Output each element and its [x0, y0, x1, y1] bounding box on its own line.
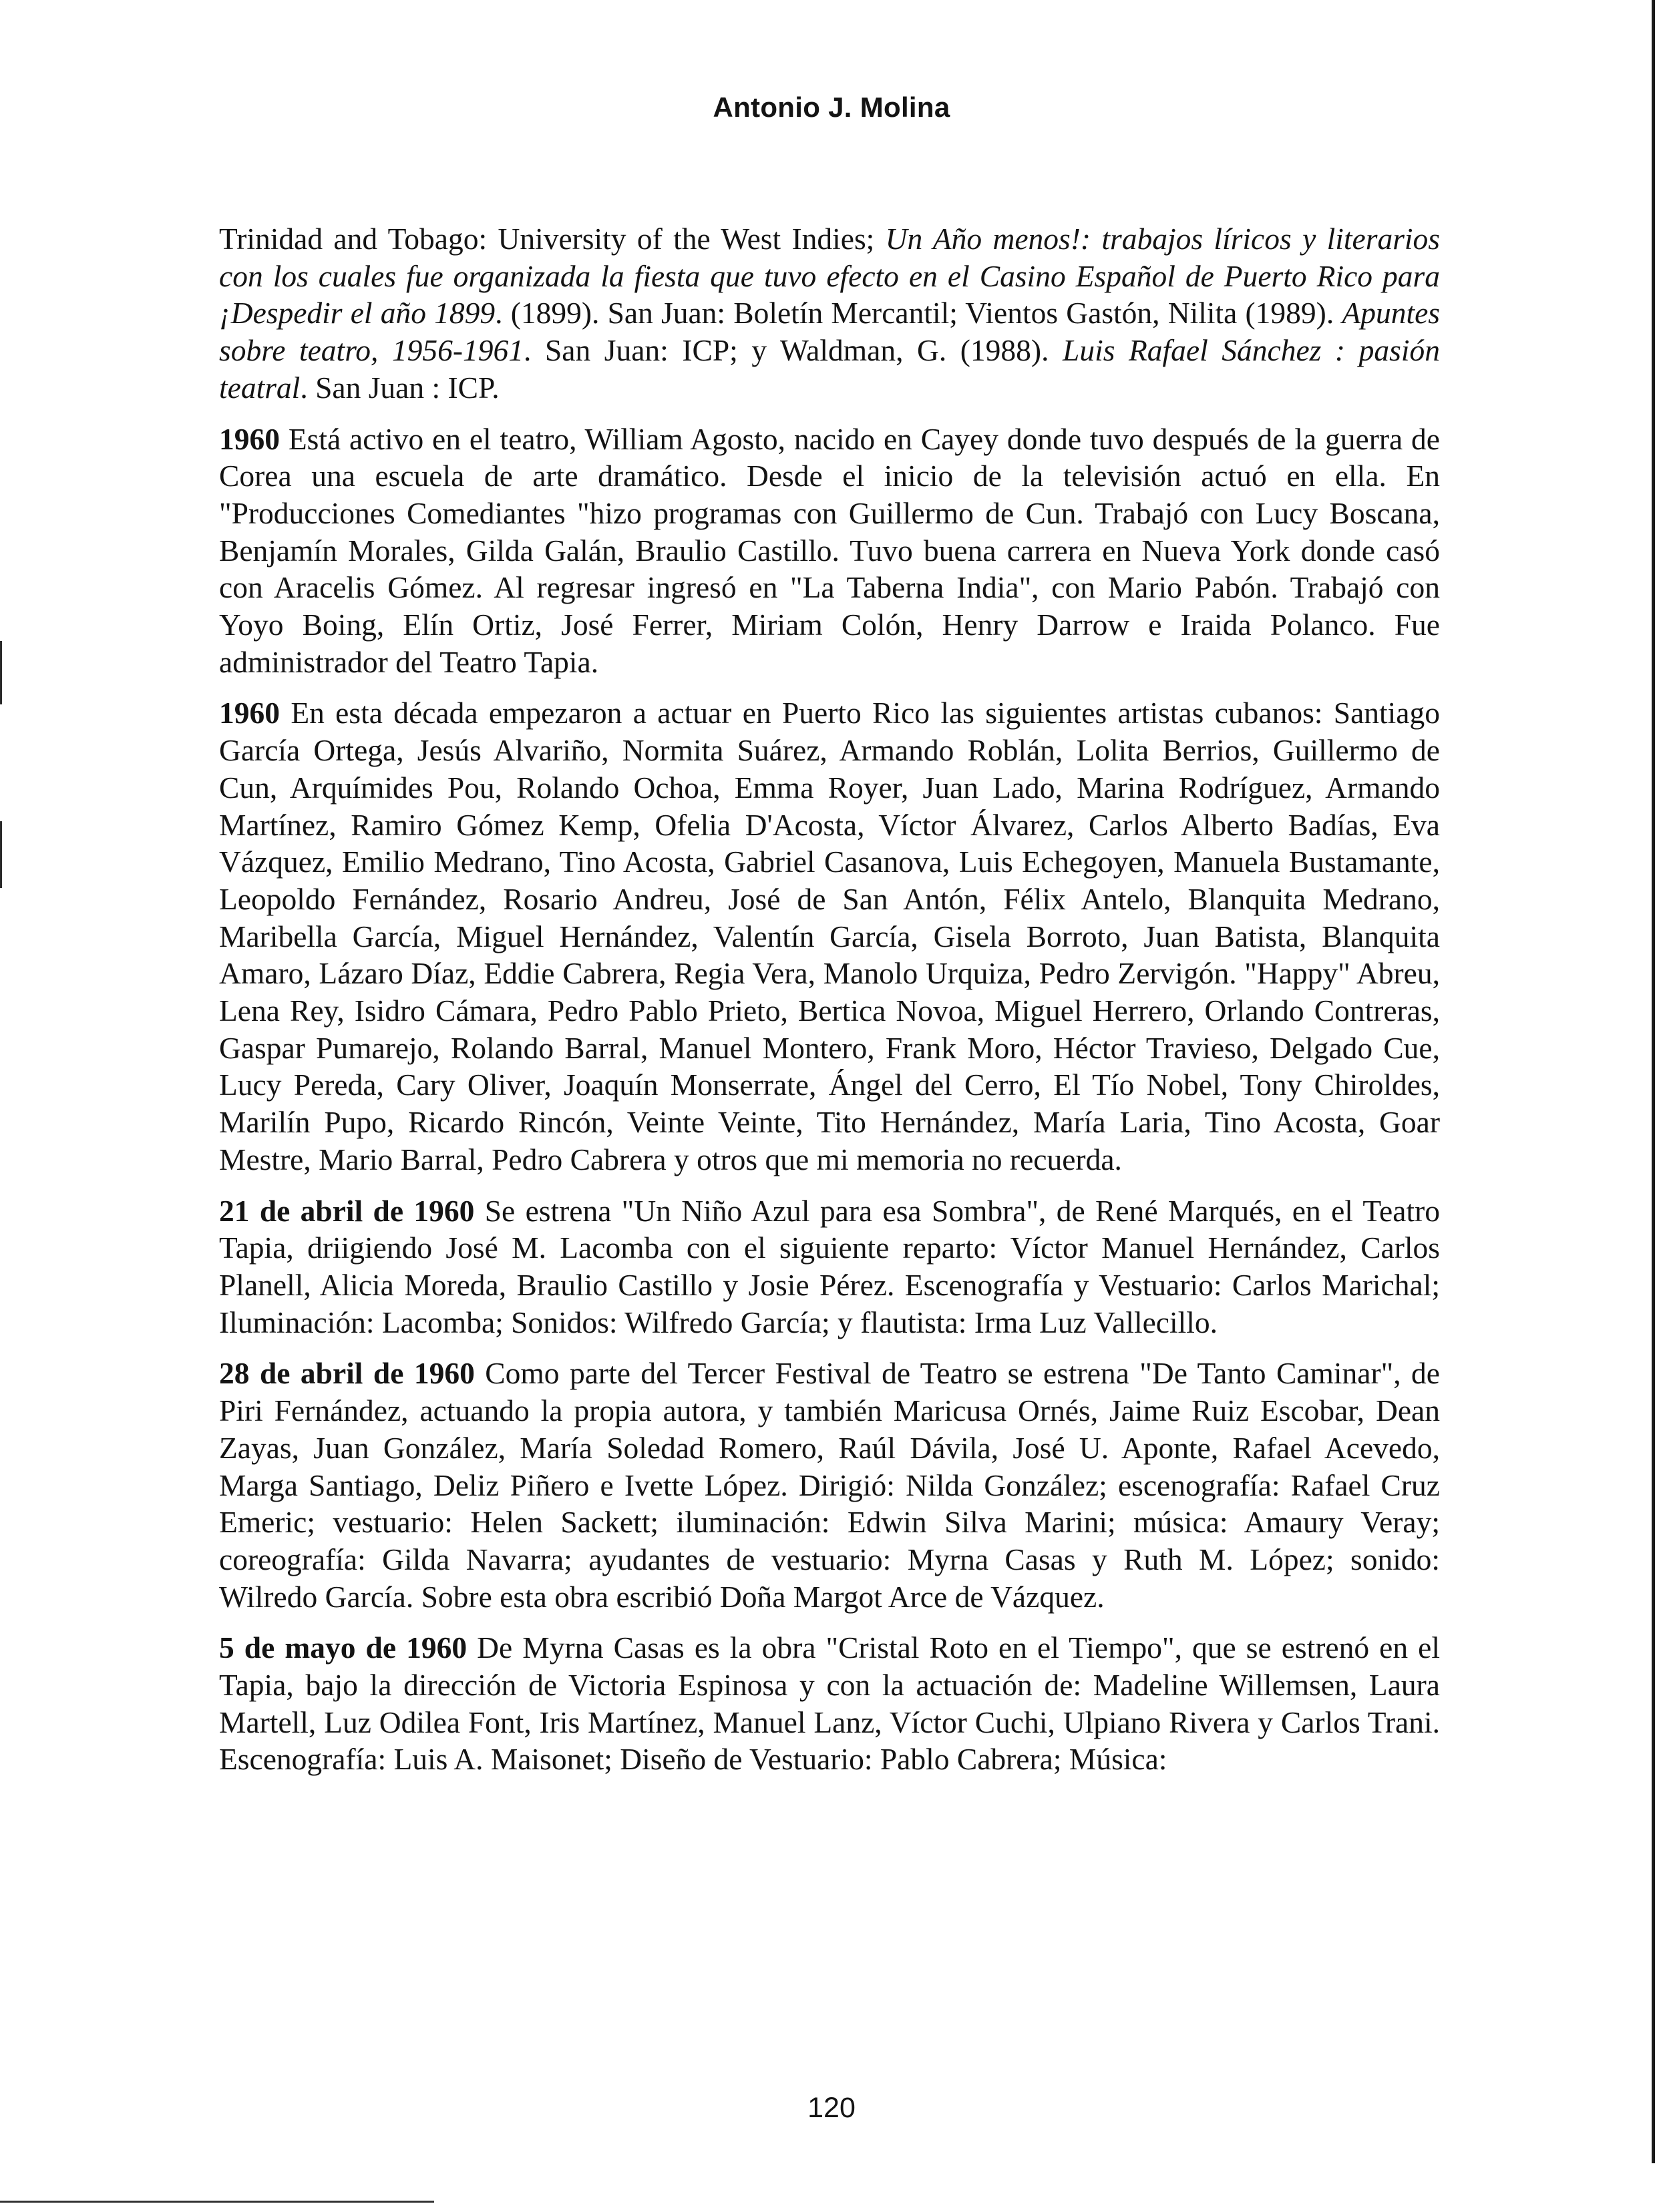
paragraph — [219, 694, 1440, 1178]
page-number: 120 — [807, 2092, 856, 2124]
paragraph — [219, 220, 1440, 407]
text-run: Se estrena "Un Niño Azul para esa Sombra", de René Marqués, en el Teatro Tapia, driigiendo José M. Lacomba con el siguiente reparto: Víctor Manuel Hernández, Carlos Planell, Alicia Moreda, Braulio Castillo y Josie Pérez. Escenografía y Vestuario: Carlos Marichal; Iluminación: Lacomba; Sonidos: Wilfredo García; y flautista: Irma Luz Vallecillo. — [219, 1193, 1440, 1339]
italic-title: Luis Rafael Sánchez : pasión teatral — [219, 333, 1440, 405]
entry-date: 28 de abril de 1960 — [219, 1356, 475, 1391]
text-run: Trinidad and Tobago: University of the West Indies; — [219, 222, 886, 256]
text-run: Como parte del Tercer Festival de Teatro se estrena "De Tanto Caminar", de Piri Fernández, actuando la propia autora, y también Maricusa Ornés, Jaime Ruiz Escobar, Dean Zayas, Juan González, María Soledad Romero, Raúl Dávila, José U. Aponte, Rafael Acevedo, Marga Santiago, Deliz Piñero e Ivette López. Dirigió: Nilda González; escenografía: Rafael Cruz Emeric; vestuario: Helen Sackett; iluminación: Edwin Silva Marini; música: Amaury Veray; coreografía: Gilda Navarra; ayudantes de vestuario: Myrna Casas y Ruth M. López; sonido: Wilredo García. Sobre esta obra escribió Doña Margot Arce de Vázquez. — [219, 1356, 1440, 1614]
text-run: . San Juan: ICP; y Waldman, G. (1988). — [524, 333, 1063, 368]
paragraph — [219, 1629, 1440, 1778]
entry-date: 5 de mayo de 1960 — [219, 1630, 468, 1665]
italic-title: Un Año menos!: trabajos líricos y literarios con los cuales fue organizada la fiesta que tuvo efecto en el Casino Español de Puerto Rico para ¡Despedir el año 1899 — [219, 222, 1440, 330]
running-head: Antonio J. Molina — [713, 91, 950, 123]
scan-edge-bottom — [0, 2201, 434, 2203]
paragraph — [219, 1355, 1440, 1615]
text-run: De Myrna Casas es la obra "Cristal Roto en el Tiempo", que se estrenó en el Tapia, bajo la dirección de Victoria Espinosa y con la actuación de: Madeline Willemsen, Laura Martell, Luz Odilea Font, Iris Martínez, Manuel Lanz, Víctor Cuchi, Ulpiano Rivera y Carlos Trani. Escenografía: Luis A. Maisonet; Diseño de Vestuario: Pablo Cabrera; Música: — [219, 1630, 1440, 1777]
paragraph — [219, 1192, 1440, 1341]
entry-date: 1960 — [219, 421, 280, 456]
text-run: Está activo en el teatro, William Agosto, nacido en Cayey donde tuvo después de la guerra de Corea una escuela de arte dramático. Desde el inicio de la televisión actuó en ella. En "Producciones Comediantes "hizo programas con Guillermo de Cun. Trabajó con Lucy Boscana, Benjamín Morales, Gilda Galán, Braulio Castillo. Tuvo buena carrera en Nueva York donde casó con Aracelis Gómez. Al regresar ingresó en "La Taberna India", con Mario Pabón. Trabajó con Yoyo Boing, Elín Ortiz, José Ferrer, Miriam Colón, Henry Darrow e Iraida Polanco. Fue administrador del Teatro Tapia. — [219, 421, 1440, 679]
scan-edge-right — [1652, 0, 1655, 2163]
entry-date: 21 de abril de 1960 — [219, 1193, 475, 1228]
text-run: . (1899). San Juan: Boletín Mercantil; Vientos Gastón, Nilita (1989). — [495, 296, 1342, 330]
text-run: . San Juan : ICP. — [300, 370, 500, 405]
italic-title: Apuntes sobre teatro, 1956-1961 — [219, 296, 1440, 368]
scan-edge-left — [0, 821, 2, 888]
entry-date: 1960 — [219, 696, 280, 730]
paragraph — [219, 421, 1440, 681]
text-run: En esta década empezaron a actuar en Puerto Rico las siguientes artistas cubanos: Santiago García Ortega, Jesús Alvariño, Normita Suárez, Armando Roblán, Lolita Berrios, Guillermo de Cun, Arquímides Pou, Rolando Ochoa, Emma Royer, Juan Lado, Marina Rodríguez, Armando Martínez, Ramiro Gómez Kemp, Ofelia D'Acosta, Víctor Álvarez, Carlos Alberto Badías, Eva Vázquez, Emilio Medrano, Tino Acosta, Gabriel Casanova, Luis Echegoyen, Manuela Bustamante, Leopoldo Fernández, Rosario Andreu, José de San Antón, Félix Antelo, Blanquita Medrano, Maribella García, Miguel Hernández, Valentín García, Gisela Borroto, Juan Batista, Blanquita Amaro, Lázaro Díaz, Eddie Cabrera, Regia Vera, Manolo Urquiza, Pedro Zervigón. "Happy" Abreu, Lena Rey, Isidro Cámara, Pedro Pablo Prieto, Bertica Novoa, Miguel Herrero, Orlando Contreras, Gaspar Pumarejo, Rolando Barral, Manuel Montero, Frank Moro, Héctor Travieso, Delgado Cue, Lucy Pereda, Cary Oliver, Joaquín Monserrate, Ángel del Cerro, El Tío Nobel, Tony Chiroldes, Marilín Pupo, Ricardo Rincón, Veinte Veinte, Tito Hernández, María Laria, Tino Acosta, Goar Mestre, Mario Barral, Pedro Cabrera y otros que mi memoria no recuerda. — [219, 696, 1440, 1176]
scan-edge-left — [0, 641, 2, 704]
text-body — [219, 220, 1440, 1792]
